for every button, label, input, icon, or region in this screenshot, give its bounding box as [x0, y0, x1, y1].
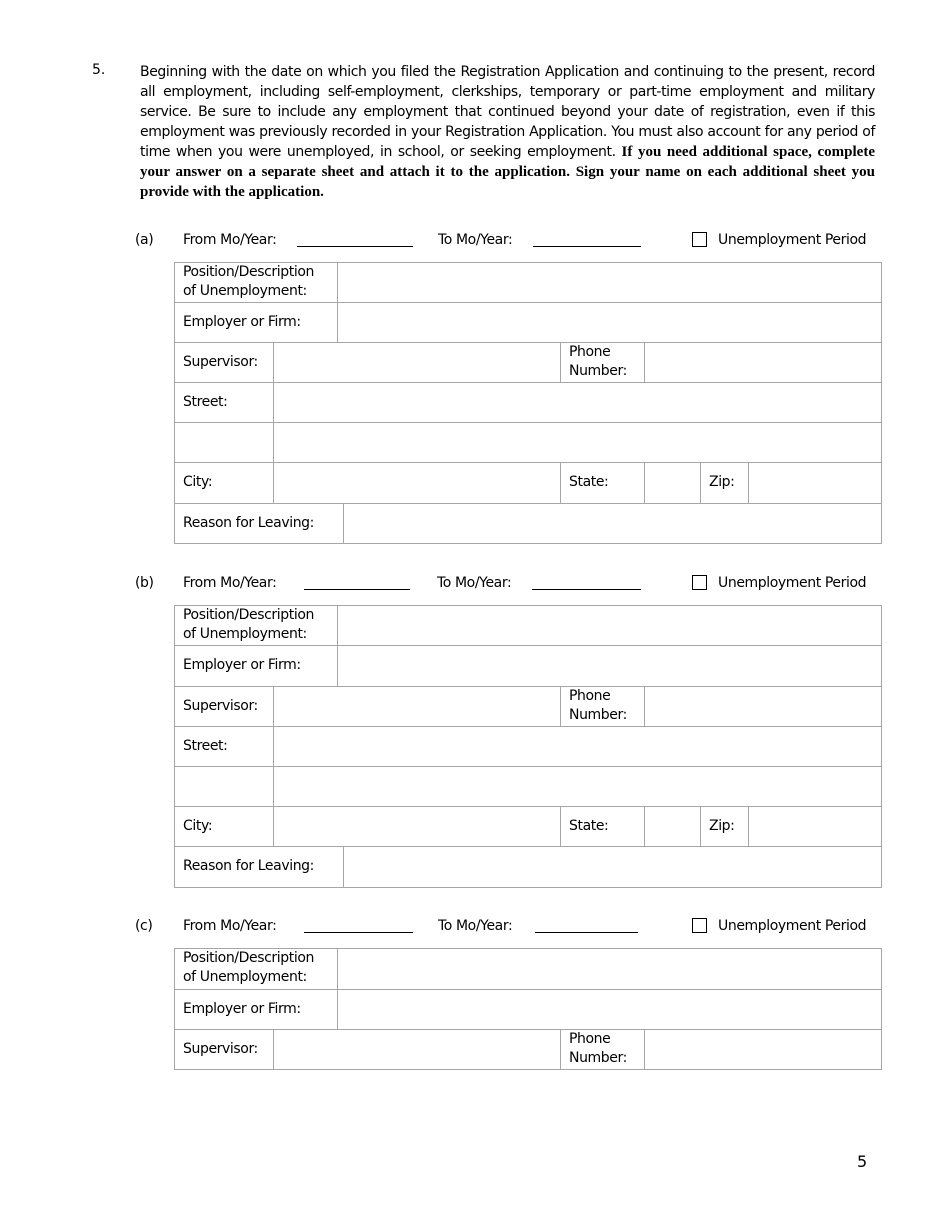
- zip-field[interactable]: [748, 806, 882, 847]
- phone-label-cell: [560, 1029, 645, 1070]
- unemployment-label: Unemployment Period: [718, 575, 867, 591]
- employer-label-cell: [174, 302, 338, 343]
- to-date-field[interactable]: [532, 589, 641, 590]
- street-field[interactable]: [273, 726, 882, 767]
- city-label: City:: [183, 474, 213, 490]
- city-label-cell: [174, 806, 274, 847]
- position-label: Position/Description: [183, 264, 314, 280]
- supervisor-label: Supervisor:: [183, 698, 258, 714]
- phone-label-cell: [560, 342, 645, 383]
- phone-label: Phone: [569, 688, 611, 704]
- position-label-2: of Unemployment:: [183, 969, 307, 985]
- supervisor-field[interactable]: [273, 686, 561, 727]
- from-date-field[interactable]: [304, 932, 413, 933]
- instruction-line-3: military service. Be sure to include any employment that continued beyond your date of registration, even: [140, 84, 875, 120]
- question-number: 5.: [92, 62, 106, 78]
- phone-label-cell: [560, 686, 645, 727]
- supervisor-label-cell: [174, 686, 274, 727]
- employer-label-cell: [174, 989, 338, 1030]
- from-label: From Mo/Year:: [183, 232, 277, 248]
- page-number: 5: [857, 1152, 868, 1171]
- city-label: City:: [183, 818, 213, 834]
- street-label-cell: [174, 726, 274, 767]
- state-label: State:: [569, 474, 609, 490]
- street-2-field[interactable]: [273, 422, 882, 463]
- position-label-2: of Unemployment:: [183, 626, 307, 642]
- street-2-field[interactable]: [273, 766, 882, 807]
- phone-label: Phone: [569, 344, 611, 360]
- from-label: From Mo/Year:: [183, 918, 277, 934]
- reason-label-cell: [174, 846, 344, 888]
- employer-field[interactable]: [337, 989, 882, 1030]
- instruction-line-5: any period of time when you were unemployed, in school, or seeking employment.: [140, 124, 875, 160]
- entry-letter: (a): [135, 232, 154, 248]
- zip-label-cell: [700, 806, 749, 847]
- employer-label: Employer or Firm:: [183, 657, 301, 673]
- phone-label: Phone: [569, 1031, 611, 1047]
- question-instructions: [140, 62, 875, 202]
- unemployment-checkbox[interactable]: [692, 918, 707, 933]
- instruction-line-2: record all employment, including self-employment, clerkships, temporary or part-time employment and: [140, 64, 875, 100]
- phone-field[interactable]: [644, 1029, 882, 1070]
- position-field[interactable]: [337, 262, 882, 303]
- supervisor-label: Supervisor:: [183, 354, 258, 370]
- street-label-cell: [174, 382, 274, 423]
- entry-header: [0, 574, 950, 596]
- employer-field[interactable]: [337, 302, 882, 343]
- supervisor-label: Supervisor:: [183, 1041, 258, 1057]
- entry-header: [0, 231, 950, 253]
- street-2-label-cell: [174, 422, 274, 463]
- phone-field[interactable]: [644, 686, 882, 727]
- position-field[interactable]: [337, 948, 882, 990]
- unemployment-checkbox[interactable]: [692, 575, 707, 590]
- state-label-cell: [560, 462, 645, 504]
- to-label: To Mo/Year:: [437, 575, 512, 591]
- instruction-bold: If you need additional space, complete your answer on a separate sheet and attach it to the application. Sign your name on each additional sheet you provide with the application.: [140, 144, 875, 200]
- from-date-field[interactable]: [297, 246, 413, 247]
- street-label: Street:: [183, 394, 228, 410]
- reason-label: Reason for Leaving:: [183, 858, 314, 874]
- reason-field[interactable]: [343, 846, 882, 888]
- position-label-cell: [174, 605, 338, 646]
- employer-label: Employer or Firm:: [183, 314, 301, 330]
- unemployment-checkbox[interactable]: [692, 232, 707, 247]
- state-field[interactable]: [644, 462, 701, 504]
- instruction-line-1: Beginning with the date on which you filed the Registration Application and continuing to the present,: [140, 64, 828, 80]
- street-field[interactable]: [273, 382, 882, 423]
- from-label: From Mo/Year:: [183, 575, 277, 591]
- city-label-cell: [174, 462, 274, 504]
- city-field[interactable]: [273, 462, 561, 504]
- zip-field[interactable]: [748, 462, 882, 504]
- phone-field[interactable]: [644, 342, 882, 383]
- entry-a: [0, 231, 950, 531]
- zip-label: Zip:: [709, 474, 735, 490]
- instruction-line-4: if this employment was previously recorded in your Registration Application. You must also account for: [140, 104, 875, 140]
- position-label: Position/Description: [183, 607, 314, 623]
- street-label: Street:: [183, 738, 228, 754]
- entry-c: [0, 917, 950, 1066]
- street-2-label-cell: [174, 766, 274, 807]
- phone-label-2: Number:: [569, 363, 627, 379]
- position-field[interactable]: [337, 605, 882, 646]
- supervisor-label-cell: [174, 1029, 274, 1070]
- employer-label-cell: [174, 645, 338, 687]
- entry-b: [0, 574, 950, 874]
- entry-letter: (c): [135, 918, 153, 934]
- position-label-cell: [174, 262, 338, 303]
- zip-label-cell: [700, 462, 749, 504]
- reason-field[interactable]: [343, 503, 882, 544]
- employer-field[interactable]: [337, 645, 882, 687]
- position-label-2: of Unemployment:: [183, 283, 307, 299]
- supervisor-field[interactable]: [273, 1029, 561, 1070]
- employer-label: Employer or Firm:: [183, 1001, 301, 1017]
- entry-header: [0, 917, 950, 939]
- state-label: State:: [569, 818, 609, 834]
- entry-letter: (b): [135, 575, 154, 591]
- phone-label-2: Number:: [569, 1050, 627, 1066]
- state-label-cell: [560, 806, 645, 847]
- from-date-field[interactable]: [304, 589, 410, 590]
- to-date-field[interactable]: [535, 932, 638, 933]
- reason-label: Reason for Leaving:: [183, 515, 314, 531]
- state-field[interactable]: [644, 806, 701, 847]
- to-label: To Mo/Year:: [438, 232, 513, 248]
- to-date-field[interactable]: [533, 246, 641, 247]
- unemployment-label: Unemployment Period: [718, 918, 867, 934]
- position-label: Position/Description: [183, 950, 314, 966]
- unemployment-label: Unemployment Period: [718, 232, 867, 248]
- city-field[interactable]: [273, 806, 561, 847]
- to-label: To Mo/Year:: [438, 918, 513, 934]
- supervisor-field[interactable]: [273, 342, 561, 383]
- phone-label-2: Number:: [569, 707, 627, 723]
- supervisor-label-cell: [174, 342, 274, 383]
- zip-label: Zip:: [709, 818, 735, 834]
- reason-label-cell: [174, 503, 344, 544]
- position-label-cell: [174, 948, 338, 990]
